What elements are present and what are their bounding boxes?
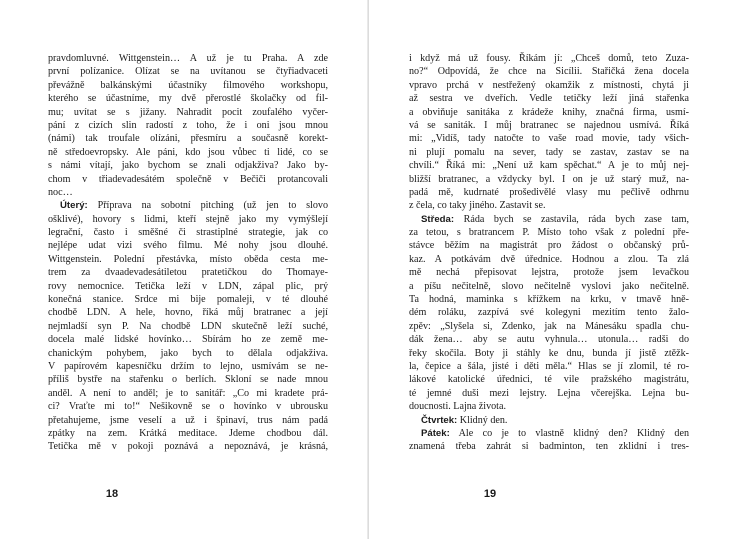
left-page-number: 18 <box>105 488 119 500</box>
text-line <box>48 132 328 145</box>
text-line <box>48 320 328 333</box>
text-line <box>48 119 328 132</box>
day-heading: Středa: <box>421 213 455 225</box>
line-text: za tetou, s bratrancem P. Místo toho však z polední pře- <box>409 227 689 239</box>
line-text: znamená třeba zahrát si badminton, ten zklidní i tres- <box>409 441 689 453</box>
line-text: chvíli.“ Říká mi: „Není už kam spěchat.“ A je to můj nej- <box>409 160 689 172</box>
text-line <box>409 414 689 427</box>
text-line <box>48 92 328 105</box>
line-text: trem za dvaadevadesátiletou pratetičkou do Thomaye- <box>48 267 328 279</box>
line-text: no?“ Odpovídá, že chce na Sicílii. Stařičká žena docela <box>409 66 689 78</box>
line-text: bližší bratranec, a vždycky byl. I on je už starý muž, na- <box>409 173 689 185</box>
line-text: lákové katolické úřednici, té vile pražského magistrátu, <box>409 374 689 386</box>
line-text: a píšu nečitelně, slovo nečitelně vyslovi jako nečitelně. <box>409 280 689 292</box>
line-text: ně středoevropsky. Ale páni, kdo jsou vůbec ti lidé, co se <box>48 146 328 158</box>
line-text: chom v třiadevadesátém společně v Bečiči protancovali <box>48 173 328 185</box>
line-text: vá se saniták. I můj bratranec se najednou usmívá. Říká <box>409 119 689 131</box>
text-line <box>48 226 328 239</box>
line-text: anděl. A není to anděl; je to sanitář: „Co mi kradete prá- <box>48 387 328 399</box>
line-text: mu; uvítat se s jižany. Nahradit pocit zoufalého vyčer- <box>48 106 328 118</box>
day-heading: Čtvrtek: <box>421 414 458 426</box>
day-heading: Pátek: <box>421 427 450 439</box>
text-line <box>409 106 689 119</box>
text-line <box>48 173 328 186</box>
line-text: a obviňuje sanitáka z krádeže knihy, značná firma, usmí- <box>409 106 689 118</box>
line-text: ošklivé), hovory s lidmi, kteří stejně jako my vymýšlejí <box>48 213 328 225</box>
line-text: Wittgenstein. Polední přestávka, místo oběda cesta me- <box>48 253 328 265</box>
line-text: dák žena… aby se autu vyhnula… utonula… radši do <box>409 334 689 346</box>
right-page-text <box>409 52 689 454</box>
line-text: z čela, co taky jiného. Zastavit se. <box>409 200 546 212</box>
text-line <box>409 199 689 212</box>
line-text: pání z cizích slin radostí z toho, že i oni jsou mnou <box>48 119 328 131</box>
text-line <box>409 146 689 159</box>
day-heading: Úterý: <box>60 200 88 212</box>
line-text: Ale co je to vlastně klidný den? Klidný den <box>449 427 689 439</box>
line-text: docela malé lidské hovínko… Sbírám ho ze země me- <box>48 334 328 346</box>
text-line <box>48 79 328 92</box>
text-line <box>48 159 328 172</box>
text-line <box>48 106 328 119</box>
text-line <box>409 440 689 453</box>
line-text: vpravo prchá v nestřežený okamžik z místnosti, chytá ji <box>409 79 689 91</box>
line-text: Tetička mě v pokoji poznává a nepoznává, je krásná, <box>48 441 328 453</box>
text-line <box>409 347 689 360</box>
text-line <box>48 186 328 199</box>
text-line <box>409 159 689 172</box>
line-text: padá mě, kudrnaté prošedivělé vlasy mu pečlivě odhrnu <box>409 186 689 198</box>
line-text: nejmladší syn P. Na chodbě LDN skutečně leží suché, <box>48 320 328 332</box>
text-line <box>48 373 328 386</box>
line-text: zpěv: „Slyšela si, Zdenko, jak na Mánesáku spadla chu- <box>409 320 689 332</box>
text-line <box>48 400 328 413</box>
text-line <box>409 119 689 132</box>
text-line <box>48 440 328 453</box>
text-line <box>48 199 328 212</box>
left-page <box>0 0 368 539</box>
text-line <box>409 360 689 373</box>
line-text: řeky skočila. Boty ji stáhly ke dnu, bunda jí jistě ztěžk- <box>409 347 689 359</box>
left-page-text <box>48 52 328 454</box>
text-line <box>409 400 689 413</box>
line-text: Ta hodná, maminka s křížkem na krku, v tmavě hně- <box>409 294 689 306</box>
line-text: pravdomluvné. Wittgenstein… A už je tu Praha. A zde <box>48 53 328 64</box>
text-line <box>48 293 328 306</box>
text-line <box>409 387 689 400</box>
text-line <box>48 360 328 373</box>
text-line <box>409 132 689 145</box>
text-line <box>409 306 689 319</box>
line-text: mi: „Vidíš, tady natočte to vaše road movie, tady všich- <box>409 133 689 145</box>
text-line <box>409 293 689 306</box>
text-line <box>409 65 689 78</box>
text-line <box>409 280 689 293</box>
line-text: až sestra ve dveřích. Vedle tetičky leží jiná stařenka <box>409 93 689 105</box>
line-text: příliš bystře na stařenku o berlích. Skloní se nade mnou <box>48 374 328 386</box>
text-line <box>409 213 689 226</box>
text-line <box>48 213 328 226</box>
line-text: nejlépe udat vizi svého filmu. Mé nohy jsou dlouhé. <box>48 240 328 252</box>
text-line <box>48 347 328 360</box>
line-text: i když má už fousy. Říkám jí: „Chceš domů, teto Zuza- <box>409 53 689 64</box>
text-line <box>409 373 689 386</box>
text-line <box>409 52 689 65</box>
text-line <box>48 266 328 279</box>
line-text: doucnosti. Lajna života. <box>409 401 506 413</box>
text-line <box>409 239 689 252</box>
line-text: té jemné duši mezi lejstry. Lejna včerejška. Lejna bu- <box>409 387 689 399</box>
text-line <box>48 239 328 252</box>
text-line <box>48 52 328 65</box>
right-page-number: 19 <box>483 488 497 500</box>
line-text: V papírovém kapesníčku držím to lejno, usmívám se ne- <box>48 360 328 372</box>
text-line <box>409 226 689 239</box>
line-text: rovy nemocnice. Tetička leží v LDN, zápal plic, prý <box>48 280 328 292</box>
line-text: Příprava na sobotní pitching (už jen to slovo <box>87 200 328 212</box>
line-text: la, čepice a šála, jisté i děti měla.“ Hlas se jí zlomil, té ro- <box>409 360 689 372</box>
text-line <box>48 306 328 319</box>
line-text: dém roláku, zazpívá své kolegyni mezitím tento žalo- <box>409 307 689 319</box>
line-text: konečná stanice. Srdce mi bije pomaleji, v té dlouhé <box>48 294 328 306</box>
line-text: legrační, často i směšné či strastiplné strategie, jak co <box>48 227 328 239</box>
line-text: s námi vítají, jako bychom se znali odjakživa? Jako by- <box>48 160 328 172</box>
line-text: (námi) tak troufale olízáni, přesmíru a současně korekt- <box>48 133 328 145</box>
line-text: mě nechá přepisovat lejstra, protože jsem levačkou <box>409 267 689 279</box>
text-line <box>409 266 689 279</box>
text-line <box>48 65 328 78</box>
text-line <box>48 414 328 427</box>
text-line <box>48 280 328 293</box>
line-text: přetahujeme, jsme veselí a už i špinaví, trus nám padá <box>48 414 328 426</box>
text-line <box>409 333 689 346</box>
line-text: převážně balkánskými účastníky filmového workshopu, <box>48 79 328 91</box>
line-text: kterého se účastníme, my dvě přerostlé školačky od fil- <box>48 93 328 105</box>
line-text: zpátky na zem. Krátká meditace. Jdeme chodbou dál. <box>48 427 328 439</box>
text-line <box>409 173 689 186</box>
text-line <box>409 79 689 92</box>
right-page <box>369 0 737 539</box>
text-line <box>48 427 328 440</box>
text-line <box>48 253 328 266</box>
line-text: chodbě LDN. A hele, hovno, říká můj bratranec a její <box>48 307 328 319</box>
text-line <box>48 146 328 159</box>
line-text: první polízanice. Olízat se na uvítanou se čtyřiadvaceti <box>48 66 328 78</box>
line-text: chanickým pohybem, jako bych to dělala odjakživa. <box>48 347 328 359</box>
text-line <box>409 320 689 333</box>
line-text: stávce běžím na magistrát pro žádost o občanský prů- <box>409 240 689 252</box>
line-text: Ráda bych se zastavila, ráda bych zase tam, <box>454 213 689 225</box>
line-text: Klidný den. <box>457 414 508 426</box>
text-line <box>409 92 689 105</box>
text-line <box>409 186 689 199</box>
text-line <box>48 387 328 400</box>
line-text: noc… <box>48 186 73 198</box>
line-text: ci? Vraťte mi to!“ Nešikovně se o hovínko v ubrousku <box>48 401 328 413</box>
line-text: kaz. A potkávám dvě úřednice. Hodnou a zlou. Ta zlá <box>409 253 689 265</box>
text-line <box>409 253 689 266</box>
text-line <box>409 427 689 440</box>
line-text: ni plují pomalu na sever, tady se zastav, zastav se na <box>409 146 689 158</box>
text-line <box>48 333 328 346</box>
